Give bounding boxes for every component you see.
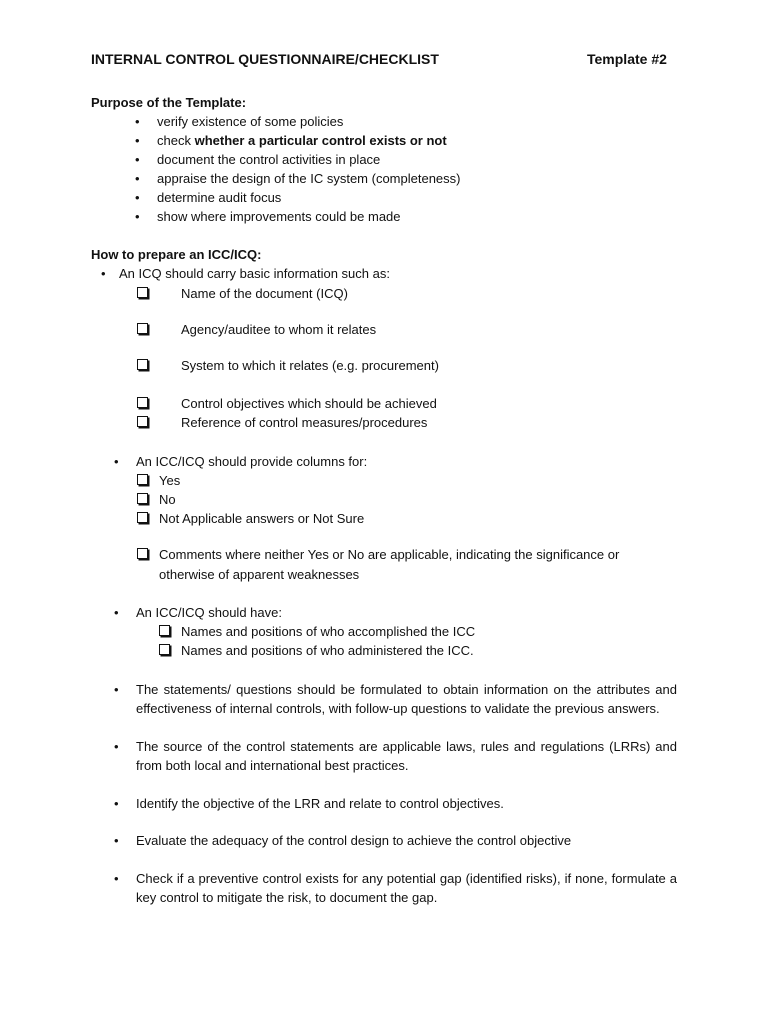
- purpose-item: • show where improvements could be made: [157, 207, 401, 226]
- checkbox-icon: [137, 416, 148, 427]
- how-heading: How to prepare an ICC/ICQ:: [91, 247, 262, 262]
- have-intro: • An ICC/ICQ should have:: [136, 603, 282, 622]
- basic-info-intro: • An ICQ should carry basic information such as:: [119, 264, 390, 283]
- purpose-item-bold: whether a particular control exists or not: [194, 133, 447, 148]
- checkbox-icon: [137, 359, 148, 370]
- basic-info-item: System to which it relates (e.g. procurement): [181, 358, 439, 373]
- checkbox-icon: [159, 644, 170, 655]
- purpose-item: • verify existence of some policies: [157, 112, 343, 131]
- basic-info-item: Reference of control measures/procedures: [181, 415, 428, 430]
- statement-item: • Evaluate the adequacy of the control design to achieve the control objective: [136, 831, 571, 850]
- column-item: Not Applicable answers or Not Sure: [159, 511, 365, 526]
- basic-info-item: Control objectives which should be achieved: [181, 396, 437, 411]
- have-item: Names and positions of who administered the ICC.: [181, 643, 474, 658]
- statement-item: • The source of the control statements are applicable laws, rules and regulations (LRRs) and from both local and international best practices.: [136, 737, 677, 775]
- purpose-heading: Purpose of the Template:: [91, 95, 247, 110]
- checkbox-icon: [137, 287, 148, 298]
- purpose-item: • determine audit focus: [157, 188, 281, 207]
- checkbox-icon: [137, 323, 148, 334]
- document-title: INTERNAL CONTROL QUESTIONNAIRE/CHECKLIST: [91, 51, 439, 67]
- purpose-item: • appraise the design of the IC system (completeness): [157, 169, 460, 188]
- purpose-item-check: [157, 131, 447, 150]
- comments-line-2: otherwise of apparent weaknesses: [159, 567, 360, 582]
- purpose-item-text: check: [157, 133, 195, 148]
- checkbox-icon: [137, 512, 148, 523]
- purpose-item: • document the control activities in place: [157, 150, 380, 169]
- comments-line-1: Comments where neither Yes or No are applicable, indicating the significance or: [159, 547, 620, 562]
- checkbox-icon: [159, 625, 170, 636]
- basic-info-item: Agency/auditee to whom it relates: [181, 322, 377, 337]
- column-item: Yes: [159, 473, 181, 488]
- checkbox-icon: [137, 493, 148, 504]
- columns-intro: • An ICC/ICQ should provide columns for:: [136, 452, 367, 471]
- checkbox-icon: [137, 397, 148, 408]
- column-item: No: [159, 492, 176, 507]
- basic-info-item: Name of the document (ICQ): [181, 286, 348, 301]
- statement-item: • Identify the objective of the LRR and relate to control objectives.: [136, 794, 504, 813]
- checkbox-icon: [137, 548, 148, 559]
- have-item: Names and positions of who accomplished the ICC: [181, 624, 476, 639]
- statement-item: • Check if a preventive control exists for any potential gap (identified risks), if none, formulate a key control to mitigate the risk, to document the gap.: [136, 869, 677, 907]
- statement-item: • The statements/ questions should be formulated to obtain information on the attributes and effectiveness of internal controls, with follow-up questions to validate the previous answers.: [136, 680, 677, 718]
- template-number: Template #2: [587, 51, 667, 67]
- checkbox-icon: [137, 474, 148, 485]
